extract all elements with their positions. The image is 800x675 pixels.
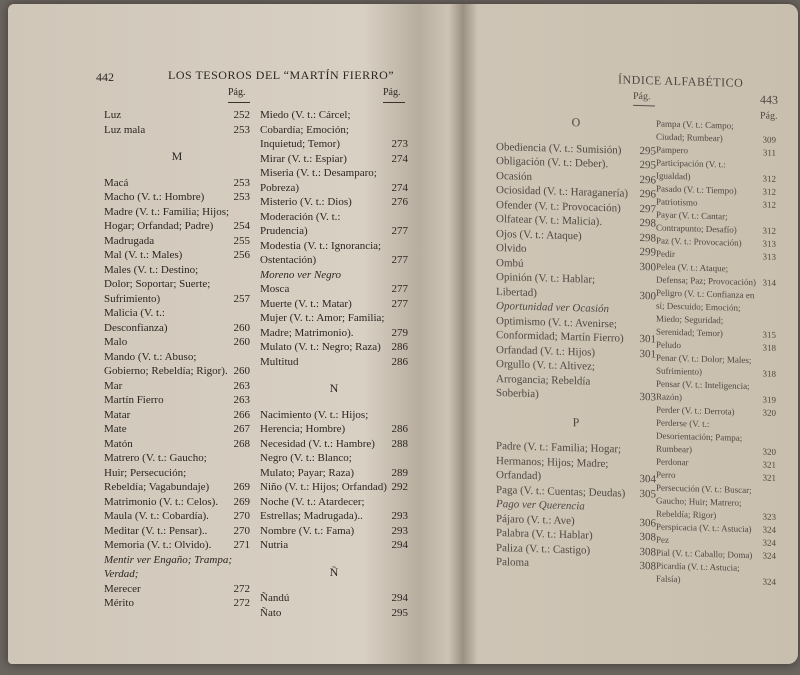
index-entry	[260, 591, 408, 606]
index-entry	[104, 248, 250, 263]
index-page-number: 294	[391, 539, 408, 551]
cross-reference-note: Oportunidad ver Ocasión	[496, 300, 610, 316]
index-page-number: 277	[391, 283, 408, 295]
index-entry	[260, 340, 408, 355]
index-page-number: 277	[391, 225, 408, 237]
index-entry	[104, 538, 250, 553]
index-entry	[260, 195, 408, 210]
index-entry	[104, 234, 250, 249]
index-page-number: 286	[391, 355, 408, 368]
index-term: Peligro (V. t.: Confianza en sí; Descuido; Emoción; Miedo; Seguridad; Serenidad; Temor)	[656, 287, 755, 339]
index-page-number: 277	[391, 297, 408, 310]
index-entry	[260, 524, 408, 539]
index-page-number: 305	[639, 487, 656, 500]
index-page-number: 289	[391, 466, 408, 479]
index-page-number: 299	[639, 246, 656, 259]
index-term: Maula (V. t.: Cobardía).	[104, 510, 209, 522]
index-term: Opinión (V. t.: Hablar; Libertad)	[496, 271, 596, 299]
index-entry	[656, 416, 776, 458]
pag-label: Pág.	[228, 87, 246, 98]
index-term: Moderación (V. t.: Prudencia)	[260, 210, 341, 237]
index-term: Macá	[104, 176, 129, 189]
index-term: Mal (V. t.: Males)	[104, 249, 183, 261]
index-term: Males (V. t.: Destino; Dolor; Soportar; Suerte; Sufrimiento)	[104, 263, 211, 305]
index-page-number: 293	[391, 524, 408, 537]
index-page-number: 318	[762, 342, 776, 353]
index-page-number: 286	[391, 423, 408, 435]
index-page-number: 320	[762, 446, 776, 457]
cross-reference-note: Moreno ver Negro	[260, 268, 342, 281]
index-entry	[260, 210, 408, 239]
index-page-number: 255	[233, 234, 250, 247]
index-term: Ombú	[496, 256, 524, 270]
index-page-number: 260	[233, 365, 250, 377]
running-head: LOS TESOROS DEL “MARTÍN FIERRO”	[168, 68, 395, 82]
index-term: Pasado (V. t.: Tiempo)	[656, 183, 737, 196]
index-page-number: 279	[391, 326, 408, 339]
index-page-number: 270	[233, 510, 250, 522]
index-term: Persecución (V. t.: Buscar; Gaucho; Huir; Matrero; Rebeldía; Rigor)	[656, 482, 752, 521]
pag-label: Pág.	[383, 87, 401, 98]
index-entry	[656, 351, 776, 380]
right-page	[460, 4, 798, 673]
section-letter-heading: P	[572, 414, 580, 429]
pag-rule	[383, 102, 405, 103]
index-page-number: 315	[762, 329, 776, 340]
index-page-number: 277	[391, 254, 408, 266]
index-page-number: 303	[639, 391, 656, 404]
index-page-number: 304	[639, 473, 656, 486]
index-page-number: 296	[639, 173, 656, 186]
index-page-number: 324	[762, 524, 776, 535]
index-term: Martín Fierro	[104, 394, 164, 406]
index-term: Mérito	[104, 597, 134, 609]
index-page-number: 308	[639, 545, 656, 558]
index-page-number: 292	[391, 481, 408, 493]
cross-reference-note: Pago ver Querencia	[496, 498, 585, 513]
index-entry	[104, 176, 250, 191]
index-page-number: 312	[762, 199, 776, 210]
index-page-number: 294	[391, 592, 408, 604]
index-entry	[656, 260, 776, 289]
index-term: Negro (V. t.: Blanco; Mulato; Payar; Raza)	[260, 452, 355, 479]
index-page-number: 276	[391, 196, 408, 208]
index-term: Paloma	[496, 556, 529, 569]
index-entry	[656, 117, 776, 146]
index-page-number: 297	[639, 202, 656, 215]
index-page-number: 301	[639, 333, 656, 346]
index-term: Pedir	[656, 248, 675, 260]
index-term: Modestia (V. t.: Ignorancia; Ostentación)	[260, 239, 382, 266]
index-term: Paz (V. t.: Provocación)	[656, 235, 742, 248]
index-entry	[104, 524, 250, 539]
index-term: Pensar (V. t.: Inteligencia; Razón)	[656, 378, 750, 403]
index-term: Pial (V. t.: Caballo; Doma)	[656, 547, 753, 561]
index-term: Memoria (V. t.: Olvido).	[104, 539, 212, 551]
index-term: Obediencia (V. t.: Sumisión)	[496, 140, 622, 157]
pag-rule	[228, 102, 250, 103]
index-page-number: 254	[233, 220, 250, 232]
index-entry	[104, 190, 250, 205]
index-term: Nacimiento (V. t.: Hijos; Herencia; Hombre)	[260, 408, 369, 435]
index-entry	[260, 606, 408, 621]
index-page-number: 300	[639, 289, 656, 302]
index-entry	[656, 481, 776, 523]
index-term: Orgullo (V. t.: Altivez; Arrogancia; Rebeldía Soberbia)	[496, 358, 595, 401]
index-entry	[104, 408, 250, 423]
index-term: Matón	[104, 437, 133, 450]
index-page-number: 288	[391, 437, 408, 450]
index-term: Obligación (V. t.: Deber).	[496, 155, 609, 171]
index-page-number: 308	[639, 560, 656, 573]
index-entry	[496, 270, 656, 303]
index-term: Peludo	[656, 339, 682, 351]
index-page-number: 298	[639, 231, 656, 244]
index-entry	[104, 379, 250, 394]
index-term: Miseria (V. t.: Desamparo; Pobreza)	[260, 167, 377, 194]
index-page-number: 313	[762, 238, 776, 249]
index-term: Perder (V. t.: Derrota)	[656, 404, 735, 417]
index-entry	[104, 306, 250, 335]
index-page-number: 253	[233, 176, 250, 189]
index-entry	[260, 108, 408, 152]
index-page-number: 295	[391, 606, 408, 619]
index-entry	[260, 282, 408, 297]
index-term: Ociosidad (V. t.: Haraganería)	[496, 184, 629, 200]
index-term: Noche (V. t.: Atardecer; Estrellas; Madrugada)..	[260, 495, 365, 522]
index-page-number: 320	[762, 407, 776, 418]
index-term: Perro	[656, 469, 676, 481]
index-page-number: 309	[762, 134, 776, 145]
index-page-number: 269	[233, 481, 250, 493]
index-page-number: 286	[391, 341, 408, 353]
section-letter-heading: O	[571, 115, 581, 130]
index-term: Meditar (V. t.: Pensar)..	[104, 524, 208, 537]
index-page-number: 253	[233, 191, 250, 203]
index-page-number: 300	[639, 260, 656, 273]
index-entry	[260, 311, 408, 340]
index-entry	[104, 123, 250, 138]
index-term: Luz mala	[104, 123, 146, 136]
page-number: 443	[760, 92, 778, 107]
index-term: Mosca	[260, 283, 290, 295]
index-page-number: 296	[639, 188, 656, 201]
index-term: Padre (V. t.: Familia; Hogar; Hermanos; Hijos; Madre; Orfandad)	[496, 440, 622, 483]
index-term: Ñato	[260, 606, 282, 619]
cross-reference-note: Mentir ver Engaño; Trampa; Verdad;	[104, 553, 233, 580]
index-term: Mujer (V. t.: Amor; Familia; Madre; Matrimonio).	[260, 312, 385, 339]
index-term: Pez	[656, 534, 669, 545]
index-term: Mar	[104, 379, 123, 392]
index-column-right-1	[496, 101, 656, 574]
index-page-number: 274	[391, 181, 408, 194]
index-page-number: 263	[233, 379, 250, 392]
index-term: Patriotismo	[656, 196, 698, 208]
index-page-number: 311	[762, 147, 776, 158]
index-page-number: 295	[639, 159, 656, 172]
book-spread	[8, 4, 798, 664]
index-term: Malicia (V. t.: Desconfianza)	[104, 307, 168, 334]
index-column-left-2	[260, 108, 408, 620]
index-page-number: 312	[762, 186, 776, 197]
index-page-number: 267	[233, 423, 250, 435]
index-entry	[496, 555, 656, 574]
index-term: Ofender (V. t.: Provocación)	[496, 198, 621, 214]
pag-label: Pág.	[633, 90, 651, 103]
index-term: Madrugada	[104, 234, 155, 247]
index-page-number: 273	[391, 138, 408, 150]
index-page-number: 312	[762, 225, 776, 236]
index-term: Madre (V. t.: Familia; Hijos; Hogar; Orfandad; Padre)	[104, 205, 230, 232]
running-head: ÍNDICE ALFABÉTICO	[618, 72, 744, 90]
index-entry	[104, 335, 250, 350]
index-page-number: 270	[233, 524, 250, 537]
index-term: Mate	[104, 423, 127, 435]
index-page-number: 312	[762, 173, 776, 184]
index-entry	[260, 408, 408, 437]
index-term: Paga (V. t.: Cuentas; Deudas)	[496, 483, 626, 500]
index-entry	[260, 239, 408, 268]
index-entry	[104, 263, 250, 307]
index-page-number: 319	[762, 394, 776, 405]
index-term: Mando (V. t.: Abuso; Gobierno; Rebeldía; Rigor).	[104, 350, 228, 377]
index-page-number: 260	[233, 321, 250, 334]
index-term: Misterio (V. t.: Dios)	[260, 196, 352, 208]
index-term: Mirar (V. t.: Espiar)	[260, 152, 347, 165]
index-page-number: 268	[233, 437, 250, 450]
index-entry	[104, 108, 250, 123]
index-entry	[104, 451, 250, 495]
index-entry	[104, 582, 250, 597]
section-letter-heading: Ñ	[329, 564, 339, 579]
index-entry	[260, 538, 408, 553]
index-page-number: 321	[762, 472, 776, 483]
index-term: Multitud	[260, 355, 299, 368]
index-page-number: 272	[233, 582, 250, 595]
index-entry	[104, 495, 250, 510]
index-term: Pampa (V. t.: Campo; Ciudad; Rumbear)	[656, 118, 734, 144]
index-term: Olfatear (V. t.: Malicia).	[496, 213, 603, 228]
index-term: Malo	[104, 336, 128, 348]
index-page-number: 256	[233, 249, 250, 261]
index-term: Picardía (V. t.: Astucia; Falsía)	[656, 560, 740, 585]
index-term: Pelea (V. t.: Ataque; Defensa; Paz; Provocación)	[656, 261, 756, 288]
index-term: Perderse (V. t.: Desorientación; Pampa; Rumbear)	[656, 417, 743, 455]
index-page-number: 314	[762, 277, 776, 288]
index-page-number: 293	[391, 510, 408, 522]
index-term: Participación (V. t.: Igualdad)	[656, 157, 726, 182]
index-page-number: 324	[762, 576, 776, 587]
index-column-left-1	[104, 108, 250, 611]
index-term: Luz	[104, 109, 122, 121]
index-term: Matrimonio (V. t.: Celos).	[104, 495, 219, 508]
index-term: Mulato (V. t.: Negro; Raza)	[260, 341, 381, 353]
index-term: Macho (V. t.: Hombre)	[104, 191, 205, 203]
index-page-number: 272	[233, 597, 250, 609]
index-term: Pampero	[656, 144, 688, 156]
section-letter-heading: N	[329, 381, 339, 395]
index-term: Niño (V. t.: Hijos; Orfandad)	[260, 481, 387, 493]
index-page-number: 263	[233, 394, 250, 406]
index-page-number: 324	[762, 550, 776, 561]
index-entry	[104, 350, 250, 379]
index-term: Matar	[104, 408, 131, 421]
index-entry	[260, 495, 408, 524]
index-page-number: 269	[233, 495, 250, 508]
index-term: Muerte (V. t.: Matar)	[260, 297, 352, 310]
index-term: Perspicacia (V. t.: Astucia)	[656, 521, 752, 535]
index-page-number: 260	[233, 336, 250, 348]
pag-label: Pág.	[760, 110, 778, 122]
index-entry	[104, 422, 250, 437]
index-column-right-2	[656, 117, 776, 588]
index-entry	[260, 152, 408, 167]
index-page-number: 257	[233, 292, 250, 305]
index-term: Orfandad (V. t.: Hijos)	[496, 343, 596, 359]
index-entry	[260, 437, 408, 452]
index-term: Nutria	[260, 539, 289, 551]
index-entry	[656, 559, 776, 588]
index-entry	[656, 208, 776, 237]
index-term: Olvido	[496, 242, 527, 255]
index-term: Merecer	[104, 582, 141, 595]
index-page-number: 321	[762, 459, 776, 470]
index-term: Paliza (V. t.: Castigo)	[496, 541, 591, 557]
index-term: Necesidad (V. t.: Hambre)	[260, 437, 375, 450]
left-page	[8, 4, 460, 664]
index-page-number: 313	[762, 251, 776, 262]
index-entry	[104, 509, 250, 524]
index-entry	[260, 480, 408, 495]
index-term: Matrero (V. t.: Gaucho; Huir; Persecución; Rebeldía; Vagabundaje)	[104, 452, 210, 493]
index-page-number: 308	[639, 531, 656, 544]
index-term: Miedo (V. t.: Cárcel; Cobardía; Emoción; Inquietud; Temor)	[260, 109, 351, 150]
index-entry	[104, 596, 250, 611]
index-term: Ocasión	[496, 169, 533, 183]
index-page-number: 271	[233, 539, 250, 551]
index-page-number: 318	[762, 368, 776, 379]
index-page-number: 252	[233, 109, 250, 121]
index-entry	[496, 314, 656, 347]
index-page-number: 266	[233, 408, 250, 421]
index-page-number: 324	[762, 537, 776, 548]
section-letter-heading: M	[171, 149, 183, 163]
index-page-number: 253	[233, 123, 250, 136]
index-entry	[260, 166, 408, 195]
index-term: Ojos (V. t.: Ataque)	[496, 227, 582, 242]
index-entry	[104, 437, 250, 452]
index-entry	[496, 439, 656, 487]
index-term: Nombre (V. t.: Fama)	[260, 524, 355, 537]
index-term: Pájaro (V. t.: Ave)	[496, 512, 575, 527]
page-number: 442	[96, 70, 114, 84]
index-page-number: 274	[391, 152, 408, 165]
index-page-number: 306	[639, 516, 656, 529]
index-term: Penar (V. t.: Dolor; Males; Sufrimiento)	[656, 352, 752, 377]
index-entry	[260, 297, 408, 312]
index-entry	[656, 377, 776, 406]
index-entry	[104, 393, 250, 408]
index-term: Perdonar	[656, 456, 689, 468]
index-term: Optimismo (V. t.: Avenirse; Conformidad; Martín Fierro)	[496, 314, 624, 345]
index-page-number: 295	[639, 144, 656, 157]
index-entry	[496, 357, 656, 405]
index-entry	[656, 286, 776, 341]
index-term: Ñandú	[260, 592, 290, 604]
index-term: Payar (V. t.: Cantar; Contrapunto; Desafío)	[656, 209, 737, 235]
index-entry	[260, 355, 408, 370]
index-term: Palabra (V. t.: Hablar)	[496, 527, 593, 542]
index-entry	[656, 156, 776, 185]
index-entry	[260, 451, 408, 480]
index-entry	[104, 205, 250, 234]
index-page-number: 298	[639, 217, 656, 230]
index-page-number: 301	[639, 347, 656, 360]
index-page-number: 323	[762, 511, 776, 522]
